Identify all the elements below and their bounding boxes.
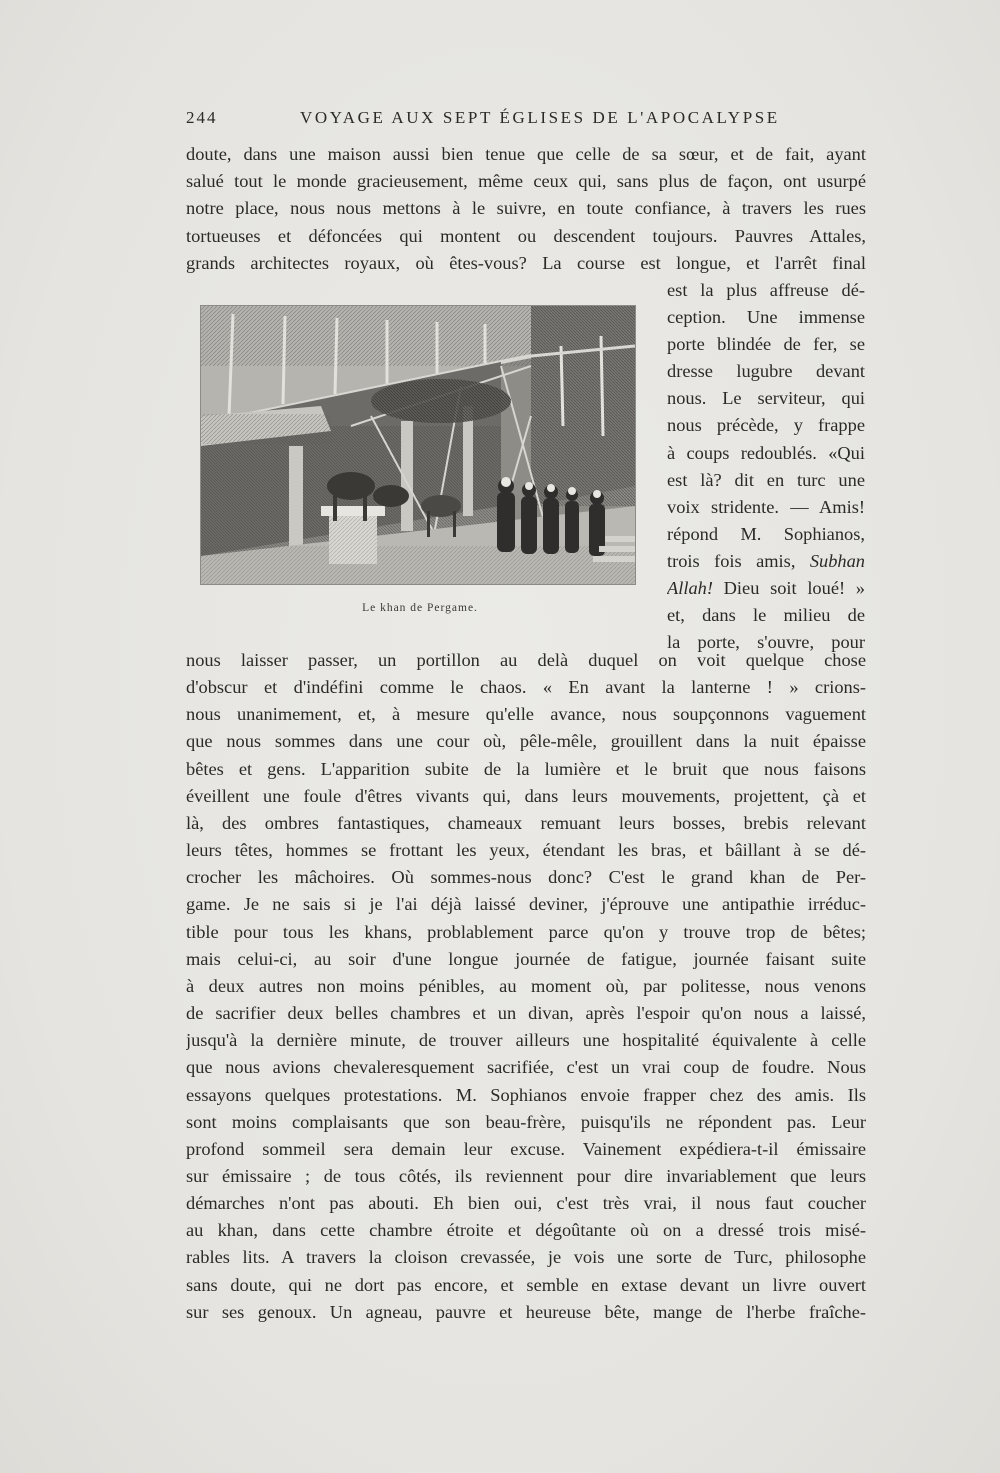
courtyard-illustration-drawing [201,306,635,584]
text-line: que nous avions chevaleresquement sacrifiée, c'est un vrai coup de foudre. Nous [186,1057,866,1078]
text-line: nous laisser passer, un portillon au delà duquel on voit quelque chose [186,650,866,670]
side-column-text [667,277,865,656]
text-line: salué tout le monde gracieusement, même ceux qui, sans plus de façon, ont usurpé [186,171,866,192]
text-line: ception. Une immense [667,307,865,328]
text-line: la porte, s'ouvre, pour [667,632,865,653]
text-line: grands architectes royaux, où êtes-vous? La course est longue, et l'arrêt final [186,252,866,273]
text-line: sur ses genoux. Un agneau, pauvre et heureuse bête, mange de l'herbe fraîche- [186,1301,866,1322]
text-line: à coups redoublés. «Qui [667,442,865,463]
text-line: dresse lugubre devant [667,361,865,382]
text-line: jusqu'à la dernière minute, de trouver ailleurs une hospitalité équivalente à celle [186,1030,866,1051]
text-line: au khan, dans cette chambre étroite et dégoûtante où on a dressé trois misé- [186,1220,866,1241]
text-line-with-italic [667,575,865,602]
text-segment: trois fois amis, [667,550,810,571]
text-line: voix stridente. — Amis! [667,496,865,517]
text-line: à deux autres non moins pénibles, au moment où, par politesse, nous venons [186,975,866,996]
text-line: notre place, nous nous mettons à le suivre, en toute confiance, à travers les rues [186,198,866,219]
text-segment: Dieu soit loué! » [712,578,865,599]
figure-caption: Le khan de Pergame. [362,602,478,614]
text-line: démarches n'ont pas abouti. Eh bien oui, c'est très vrai, il nous faut coucher [186,1193,866,1214]
top-paragraph [186,141,866,277]
text-line: tortueuses et défoncées qui montent ou descendent toujours. Pauvres Attales, [186,225,866,246]
text-line: nous unanimement, et, à mesure qu'elle avance, nous soupçonnons vaguement [186,704,866,725]
text-line: sans doute, qui ne dort pas encore, et semble en extase devant un livre ouvert [186,1274,866,1295]
page-number: 244 [186,108,218,127]
text-line: et, dans le milieu de [667,605,865,626]
text-line: doute, dans une maison aussi bien tenue que celle de sa sœur, et de fait, ayant [186,144,866,164]
text-line: est la plus affreuse dé- [667,280,865,300]
italic-word: Subhan [809,550,865,571]
text-line: rables lits. A travers la cloison crevassée, je vois une sorte de Turc, philosophe [186,1247,866,1268]
text-line: essayons quelques protestations. M. Sophianos envoie frapper chez des amis. Ils [186,1084,866,1105]
text-line: sont moins complaisants que son beau-frère, puisqu'ils ne répondent pas. Leur [186,1111,866,1132]
text-line: tible pour tous les khans, problablement parce qu'on y trouve trop de bêtes; [186,921,866,942]
khan-courtyard-illustration [200,305,636,585]
text-line: d'obscur et d'indéfini comme le chaos. « En avant la lanterne ! » crions- [186,677,866,698]
page-header [186,108,866,138]
text-line: éveillent une foule d'êtres vivants qui, dans leurs mouvements, projettent, çà et [186,785,866,806]
text-line: leurs têtes, hommes se frottant les yeux, étendant les bras, et bâillant à se dé- [186,840,866,861]
text-line: bêtes et gens. L'apparition subite de la lumière et le bruit que nous faisons [186,758,866,779]
text-line: est là? dit en turc une [667,469,865,490]
text-line: porte blindée de fer, se [667,334,865,355]
text-line: nous précède, y frappe [667,415,865,436]
text-line: de sacrifier deux belles chambres et un divan, après l'espoir qu'on nous a laissé, [186,1003,866,1024]
text-line: que nous sommes dans une cour où, pêle-mêle, grouillent dans la nuit épaisse [186,731,866,752]
text-line: répond M. Sophianos, [667,523,865,544]
text-line: nous. Le serviteur, qui [667,388,865,409]
text-line: crocher les mâchoires. Où sommes-nous donc? C'est le grand khan de Per- [186,867,866,888]
text-line: sur émissaire ; de tous côtés, ils reviennent pour dire invariablement que leurs [186,1165,866,1186]
text-line: profond sommeil sera demain leur excuse. Vainement expédiera-t-il émissaire [186,1138,866,1159]
italic-word: Allah! [667,578,713,599]
text-line: game. Je ne sais si je l'ai déjà laissé deviner, j'éprouve une antipathie irréduc- [186,894,866,915]
figure [200,305,640,614]
running-title: VOYAGE AUX SEPT ÉGLISES DE L'APOCALYPSE [300,108,780,127]
text-line: là, des ombres fantastiques, chameaux remuant leurs bosses, brebis relevant [186,812,866,833]
text-line-with-italic [667,548,865,575]
lower-paragraph [186,647,866,1326]
text-line: mais celui-ci, au soir d'une longue journée de fatigue, journée faisant suite [186,948,866,969]
